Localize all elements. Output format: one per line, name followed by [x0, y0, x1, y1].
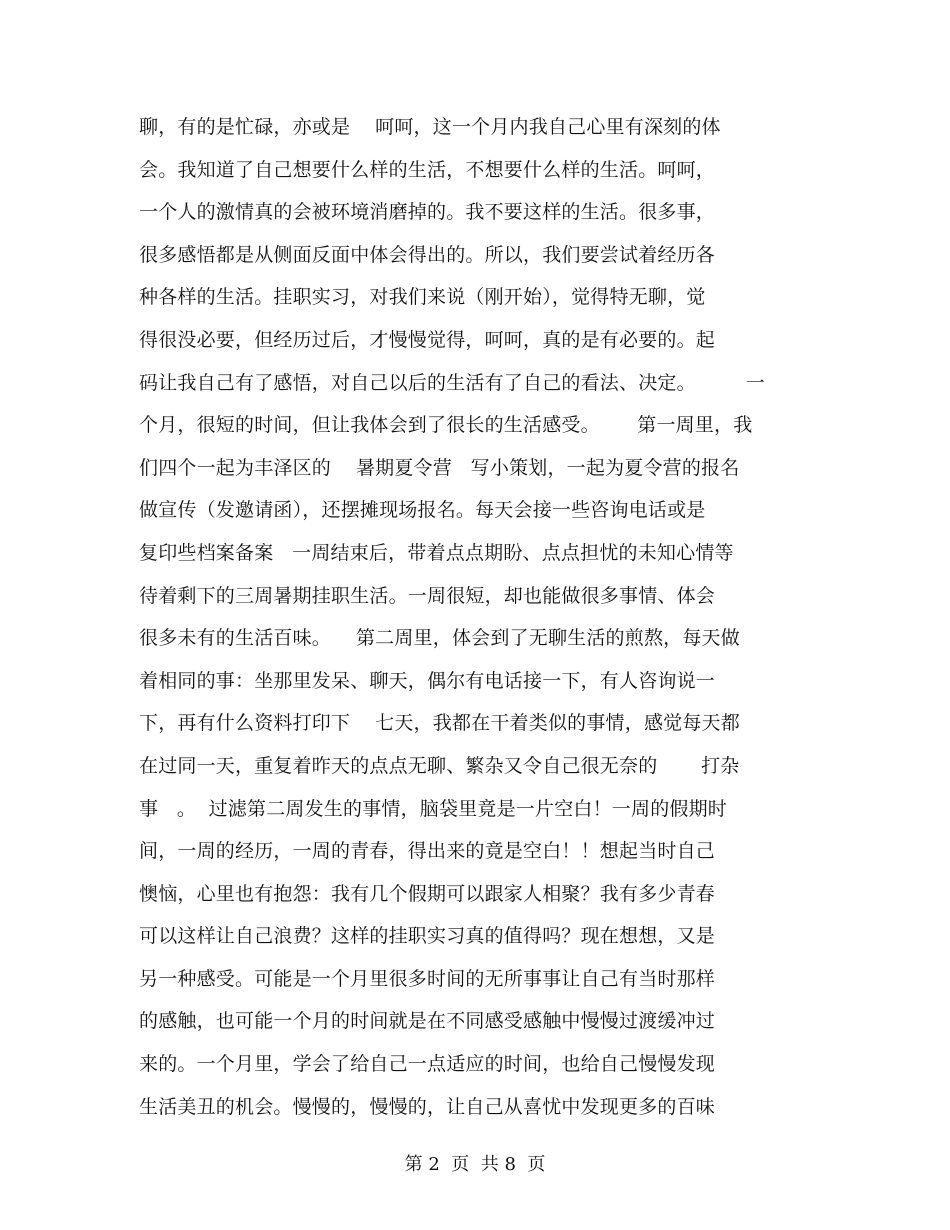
- text-line-17: 事 。 过滤第二周发生的事情，脑袋里竟是一片空白！一周的假期时: [139, 797, 727, 820]
- text-line-11: 复印些档案备案 一周结束后，带着点点期盼、点点担忧的未知心情等: [139, 541, 734, 564]
- text-line-2: 会。我知道了自己想要什么样的生活，不想要什么样的生活。呵呵，: [139, 158, 716, 181]
- page-number-footer: 第 2 页 共 8 页: [404, 1154, 546, 1175]
- text-line-10: 做宣传（发邀请函），还摆摊现场报名。每天会接一些咨询电话或是: [139, 499, 706, 522]
- text-line-13: 很多未有的生活百味。 第二周里，体会到了无聊生活的煎熬，每天做: [139, 627, 740, 650]
- text-line-5: 种各样的生活。挂职实习，对我们来说（刚开始），觉得特无聊，觉: [139, 286, 706, 309]
- text-line-21: 另一种感受。可能是一个月里很多时间的无所事事让自己有当时那样: [139, 967, 716, 990]
- text-line-9: 们四个一起为丰泽区的 暑期夏令营 写小策划，一起为夏令营的报名: [139, 456, 740, 479]
- text-line-22: 的感触，也可能一个月的时间就是在不同感受感触中慢慢过渡缓冲过: [139, 1010, 716, 1033]
- text-line-16: 在过同一天，重复着昨天的点点无聊、繁杂又令自己很无奈的 打杂: [139, 754, 740, 777]
- text-line-18: 间，一周的经历，一周的青春，得出来的竟是空白！！想起当时自己: [139, 840, 716, 863]
- text-line-24: 生活美丑的机会。慢慢的，慢慢的，让自己从喜忧中发现更多的百味: [139, 1095, 716, 1118]
- text-line-8: 个月，很短的时间，但让我体会到了很长的生活感受。 第一周里，我: [139, 414, 753, 437]
- text-line-1: 聊，有的是忙碌，亦或是 呵呵，这一个月内我自己心里有深刻的体: [139, 116, 721, 138]
- text-line-3: 一个人的激情真的会被环境消磨掉的。我不要这样的生活。很多事，: [139, 201, 716, 224]
- text-line-12: 待着剩下的三周暑期挂职生活。一周很短，却也能做很多事情、体会: [139, 584, 716, 607]
- text-line-4: 很多感悟都是从侧面反面中体会得出的。所以，我们要尝试着经历各: [139, 243, 716, 266]
- text-line-7: 码让我自己有了感悟，对自己以后的生活有了自己的看法、决定。 一: [139, 371, 765, 394]
- text-line-6: 得很没必要，但经历过后，才慢慢觉得，呵呵，真的是有必要的。起: [139, 328, 716, 351]
- text-line-14: 着相同的事：坐那里发呆、聊天，偶尔有电话接一下，有人咨询说一: [139, 669, 716, 692]
- text-line-20: 可以这样让自己浪费？这样的挂职实习真的值得吗？现在想想，又是: [139, 925, 716, 948]
- text-line-19: 懊恼，心里也有抱怨：我有几个假期可以跟家人相聚？我有多少青春: [139, 882, 716, 905]
- body-text: [139, 112, 839, 1134]
- text-line-23: 来的。一个月里，学会了给自己一点适应的时间，也给自己慢慢发现: [139, 1053, 716, 1076]
- text-line-15: 下，再有什么资料打印下 七天，我都在干着类似的事情，感觉每天都: [139, 712, 740, 735]
